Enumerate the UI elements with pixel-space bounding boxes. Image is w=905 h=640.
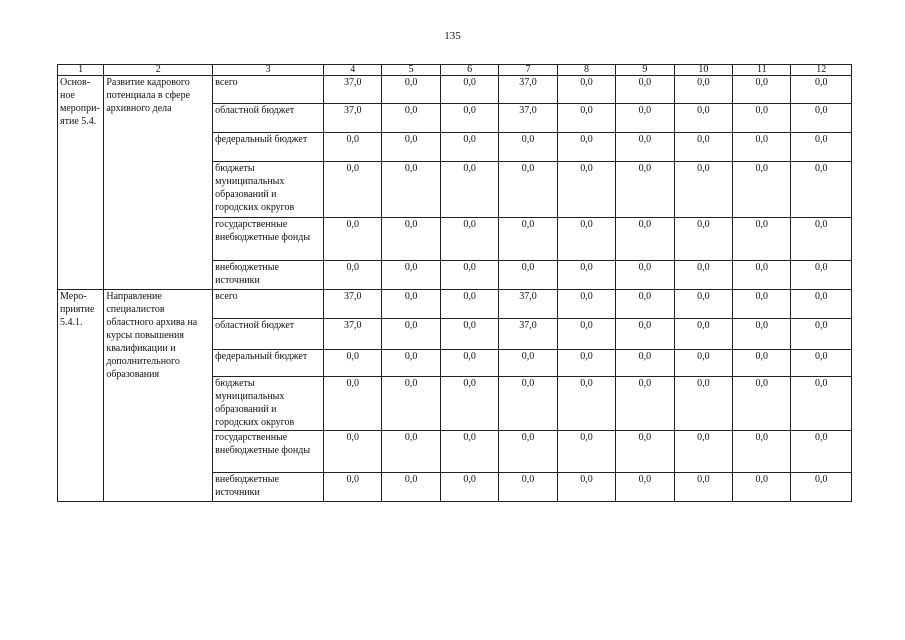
amount-cell: 0,0 bbox=[499, 350, 557, 377]
amount-cell: 0,0 bbox=[616, 290, 674, 319]
amount-cell: 0,0 bbox=[674, 473, 732, 502]
amount-cell: 37,0 bbox=[499, 290, 557, 319]
amount-cell: 0,0 bbox=[382, 218, 440, 261]
activity-name: Направление специалистов областного архива на курсы повышения квалификации и дополнительного образования bbox=[104, 290, 213, 502]
amount-cell: 0,0 bbox=[323, 133, 381, 162]
amount-cell: 0,0 bbox=[616, 431, 674, 473]
amount-cell: 0,0 bbox=[440, 377, 498, 431]
amount-cell: 0,0 bbox=[557, 104, 615, 133]
amount-cell: 0,0 bbox=[382, 350, 440, 377]
amount-cell: 0,0 bbox=[323, 162, 381, 218]
amount-cell: 0,0 bbox=[674, 133, 732, 162]
amount-cell: 0,0 bbox=[382, 431, 440, 473]
column-header: 11 bbox=[733, 65, 791, 76]
table-row bbox=[58, 290, 852, 319]
funding-source: внебюджетные источники bbox=[213, 473, 324, 502]
amount-cell: 0,0 bbox=[557, 218, 615, 261]
amount-cell: 0,0 bbox=[791, 162, 852, 218]
funding-source: бюджеты муниципальных образований и городских округов bbox=[213, 162, 324, 218]
amount-cell: 0,0 bbox=[733, 473, 791, 502]
funding-source: внебюджетные источники bbox=[213, 261, 324, 290]
amount-cell: 0,0 bbox=[323, 261, 381, 290]
funding-source: федеральный бюджет bbox=[213, 350, 324, 377]
amount-cell: 0,0 bbox=[674, 350, 732, 377]
table-row bbox=[58, 76, 852, 104]
amount-cell: 0,0 bbox=[616, 350, 674, 377]
amount-cell: 37,0 bbox=[499, 319, 557, 350]
amount-cell: 0,0 bbox=[674, 319, 732, 350]
amount-cell: 0,0 bbox=[382, 319, 440, 350]
activity-code: Меро-приятие 5.4.1. bbox=[58, 290, 104, 502]
amount-cell: 0,0 bbox=[323, 431, 381, 473]
amount-cell: 0,0 bbox=[382, 104, 440, 133]
amount-cell: 0,0 bbox=[616, 133, 674, 162]
amount-cell: 0,0 bbox=[674, 162, 732, 218]
amount-cell: 37,0 bbox=[499, 76, 557, 104]
amount-cell: 0,0 bbox=[733, 261, 791, 290]
amount-cell: 37,0 bbox=[323, 76, 381, 104]
column-header: 2 bbox=[104, 65, 213, 76]
column-header: 3 bbox=[213, 65, 324, 76]
amount-cell: 0,0 bbox=[323, 473, 381, 502]
amount-cell: 0,0 bbox=[557, 431, 615, 473]
amount-cell: 0,0 bbox=[616, 76, 674, 104]
amount-cell: 0,0 bbox=[557, 377, 615, 431]
amount-cell: 0,0 bbox=[791, 350, 852, 377]
column-header: 5 bbox=[382, 65, 440, 76]
amount-cell: 0,0 bbox=[674, 290, 732, 319]
amount-cell: 37,0 bbox=[323, 104, 381, 133]
amount-cell: 0,0 bbox=[733, 319, 791, 350]
header-row bbox=[58, 65, 852, 76]
column-header: 7 bbox=[499, 65, 557, 76]
funding-source: государственные внебюджетные фонды bbox=[213, 218, 324, 261]
budget-table bbox=[57, 64, 852, 502]
funding-source: всего bbox=[213, 76, 324, 104]
amount-cell: 0,0 bbox=[616, 104, 674, 133]
amount-cell: 0,0 bbox=[733, 431, 791, 473]
amount-cell: 37,0 bbox=[499, 104, 557, 133]
amount-cell: 0,0 bbox=[382, 290, 440, 319]
amount-cell: 0,0 bbox=[733, 377, 791, 431]
amount-cell: 0,0 bbox=[616, 319, 674, 350]
amount-cell: 0,0 bbox=[323, 377, 381, 431]
amount-cell: 0,0 bbox=[791, 473, 852, 502]
funding-source: областной бюджет bbox=[213, 104, 324, 133]
amount-cell: 0,0 bbox=[733, 133, 791, 162]
amount-cell: 0,0 bbox=[733, 104, 791, 133]
amount-cell: 0,0 bbox=[440, 290, 498, 319]
amount-cell: 0,0 bbox=[499, 133, 557, 162]
amount-cell: 0,0 bbox=[674, 218, 732, 261]
amount-cell: 0,0 bbox=[440, 133, 498, 162]
amount-cell: 0,0 bbox=[382, 377, 440, 431]
amount-cell: 0,0 bbox=[674, 261, 732, 290]
amount-cell: 0,0 bbox=[733, 162, 791, 218]
amount-cell: 0,0 bbox=[440, 473, 498, 502]
column-header: 12 bbox=[791, 65, 852, 76]
amount-cell: 0,0 bbox=[791, 133, 852, 162]
activity-name: Развитие кадрового потенциала в сфере архивного дела bbox=[104, 76, 213, 290]
amount-cell: 37,0 bbox=[323, 290, 381, 319]
page-number: 135 bbox=[444, 30, 461, 42]
amount-cell: 0,0 bbox=[382, 162, 440, 218]
column-header: 8 bbox=[557, 65, 615, 76]
amount-cell: 0,0 bbox=[323, 350, 381, 377]
amount-cell: 0,0 bbox=[557, 162, 615, 218]
amount-cell: 0,0 bbox=[499, 218, 557, 261]
amount-cell: 0,0 bbox=[616, 162, 674, 218]
amount-cell: 0,0 bbox=[557, 290, 615, 319]
amount-cell: 0,0 bbox=[557, 133, 615, 162]
funding-source: бюджеты муниципальных образований и городских округов bbox=[213, 377, 324, 431]
amount-cell: 0,0 bbox=[499, 261, 557, 290]
amount-cell: 0,0 bbox=[616, 218, 674, 261]
amount-cell: 0,0 bbox=[674, 431, 732, 473]
amount-cell: 0,0 bbox=[557, 76, 615, 104]
amount-cell: 0,0 bbox=[616, 377, 674, 431]
column-header: 9 bbox=[616, 65, 674, 76]
amount-cell: 0,0 bbox=[674, 76, 732, 104]
amount-cell: 0,0 bbox=[382, 133, 440, 162]
amount-cell: 0,0 bbox=[791, 76, 852, 104]
amount-cell: 0,0 bbox=[499, 473, 557, 502]
activity-code: Основ-ное меропри-ятие 5.4. bbox=[58, 76, 104, 290]
funding-source: федеральный бюджет bbox=[213, 133, 324, 162]
amount-cell: 37,0 bbox=[323, 319, 381, 350]
amount-cell: 0,0 bbox=[382, 76, 440, 104]
amount-cell: 0,0 bbox=[440, 162, 498, 218]
amount-cell: 0,0 bbox=[557, 350, 615, 377]
amount-cell: 0,0 bbox=[323, 218, 381, 261]
amount-cell: 0,0 bbox=[440, 431, 498, 473]
amount-cell: 0,0 bbox=[382, 473, 440, 502]
amount-cell: 0,0 bbox=[791, 218, 852, 261]
amount-cell: 0,0 bbox=[733, 350, 791, 377]
amount-cell: 0,0 bbox=[499, 162, 557, 218]
amount-cell: 0,0 bbox=[791, 290, 852, 319]
amount-cell: 0,0 bbox=[440, 218, 498, 261]
column-header: 4 bbox=[323, 65, 381, 76]
amount-cell: 0,0 bbox=[733, 76, 791, 104]
amount-cell: 0,0 bbox=[791, 261, 852, 290]
amount-cell: 0,0 bbox=[616, 261, 674, 290]
amount-cell: 0,0 bbox=[440, 104, 498, 133]
amount-cell: 0,0 bbox=[499, 431, 557, 473]
amount-cell: 0,0 bbox=[791, 377, 852, 431]
amount-cell: 0,0 bbox=[791, 319, 852, 350]
column-header: 6 bbox=[440, 65, 498, 76]
funding-source: всего bbox=[213, 290, 324, 319]
amount-cell: 0,0 bbox=[440, 76, 498, 104]
amount-cell: 0,0 bbox=[616, 473, 674, 502]
amount-cell: 0,0 bbox=[733, 218, 791, 261]
amount-cell: 0,0 bbox=[791, 104, 852, 133]
amount-cell: 0,0 bbox=[674, 104, 732, 133]
amount-cell: 0,0 bbox=[440, 319, 498, 350]
funding-source: государственные внебюджетные фонды bbox=[213, 431, 324, 473]
funding-source: областной бюджет bbox=[213, 319, 324, 350]
amount-cell: 0,0 bbox=[674, 377, 732, 431]
amount-cell: 0,0 bbox=[557, 319, 615, 350]
amount-cell: 0,0 bbox=[440, 261, 498, 290]
amount-cell: 0,0 bbox=[557, 261, 615, 290]
amount-cell: 0,0 bbox=[382, 261, 440, 290]
amount-cell: 0,0 bbox=[499, 377, 557, 431]
column-header: 1 bbox=[58, 65, 104, 76]
amount-cell: 0,0 bbox=[557, 473, 615, 502]
column-header: 10 bbox=[674, 65, 732, 76]
amount-cell: 0,0 bbox=[791, 431, 852, 473]
amount-cell: 0,0 bbox=[440, 350, 498, 377]
amount-cell: 0,0 bbox=[733, 290, 791, 319]
